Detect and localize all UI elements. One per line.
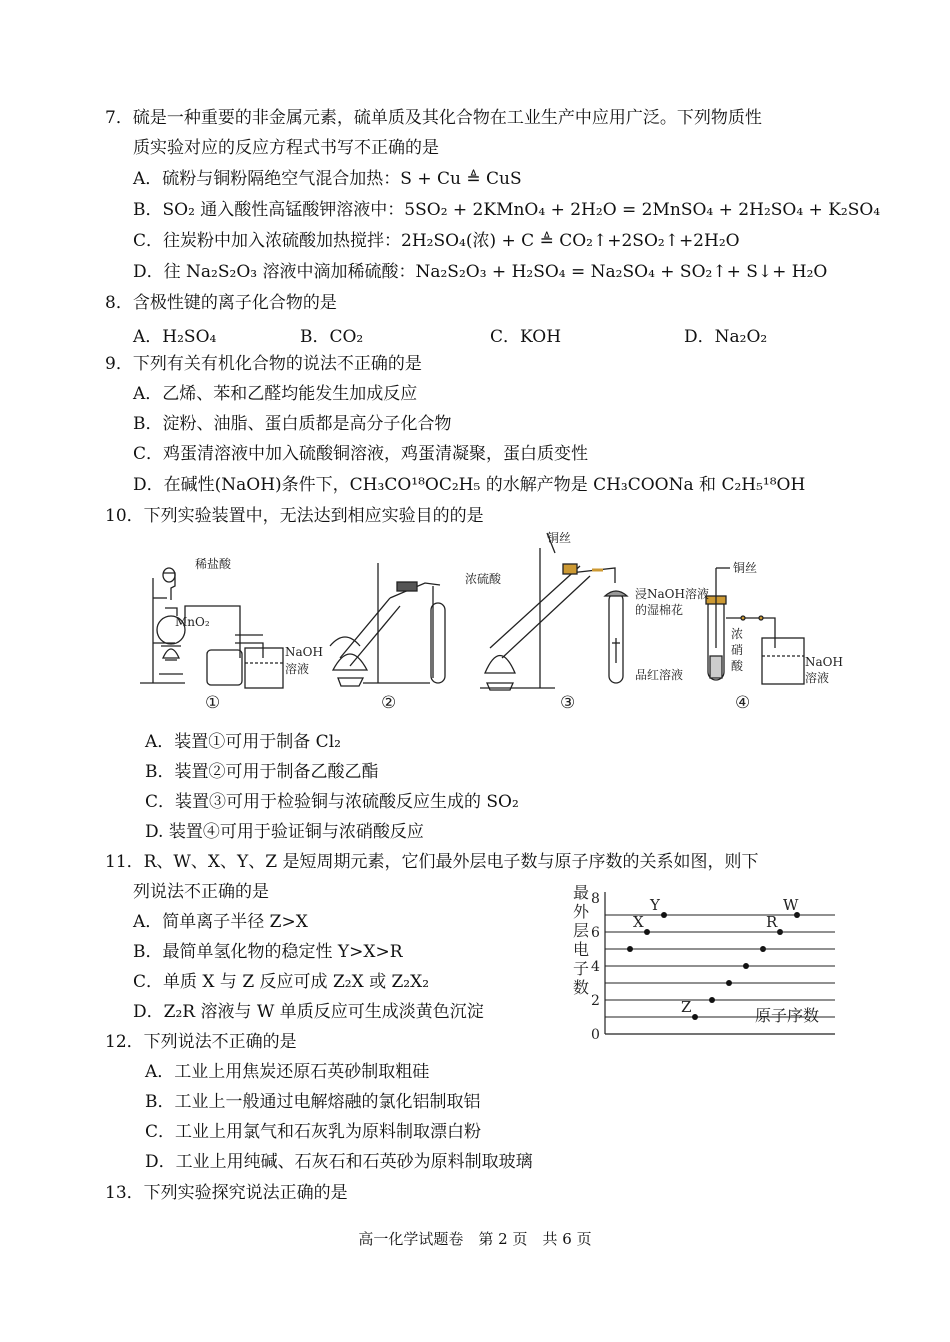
page-footer: 高一化学试题卷 第 2 页 共 6 页 xyxy=(358,1230,592,1248)
label-copper-wire-1: 铜丝 xyxy=(547,531,572,545)
q10-option-c: C．装置③可用于检验铜与浓硫酸反应生成的 SO₂ xyxy=(145,792,519,812)
q11-option-a: A．简单离子半径 Z>X xyxy=(133,912,308,932)
chart-ytick-label: 0 xyxy=(591,1027,600,1043)
label-mno2: MnO₂ xyxy=(175,615,210,629)
label-conc-hno3-1: 浓 xyxy=(731,627,744,641)
chart-ylabel-char: 子 xyxy=(573,959,590,978)
label-soaked-cotton-1: 浸NaOH溶液 xyxy=(635,587,709,601)
chart-point xyxy=(644,929,650,935)
q11-stem-line2: 列说法不正确的是 xyxy=(133,882,269,902)
q8-option-d: D．Na₂O₂ xyxy=(684,327,768,347)
q11-option-c: C．单质 X 与 Z 反应可成 Z₂X 或 Z₂X₂ xyxy=(133,972,430,992)
q7-stem-line1: 7．硫是一种重要的非金属元素，硫单质及其化合物在工业生产中应用广泛。下列物质性 xyxy=(105,108,762,128)
apparatus-figure xyxy=(135,528,855,718)
q8-option-c: C．KOH xyxy=(490,327,562,347)
q10-option-d: D. 装置④可用于验证铜与浓硝酸反应 xyxy=(145,822,424,842)
q8-stem: 8．含极性键的离子化合物的是 xyxy=(105,293,337,313)
q9-option-c: C．鸡蛋清溶液中加入硫酸铜溶液，鸡蛋清凝聚，蛋白质变性 xyxy=(133,444,589,464)
apparatus-4-drawing xyxy=(706,568,804,684)
chart-point xyxy=(661,912,667,918)
q7-option-c: C．往炭粉中加入浓硫酸加热搅拌：2H₂SO₄(浓) + C ≜ CO₂↑+2SO₂↑+2H₂O xyxy=(133,231,740,251)
chart-ytick-label: 6 xyxy=(591,925,600,941)
q7-option-a: A．硫粉与铜粉隔绝空气混合加热：S + Cu ≜ CuS xyxy=(133,169,522,189)
q10-option-b: B．装置②可用于制备乙酸乙酯 xyxy=(145,762,379,782)
label-naoh-2: NaOH xyxy=(805,655,843,669)
apparatus-number-2: ② xyxy=(381,693,397,713)
chart-ylabel-char: 外 xyxy=(573,902,590,921)
chart-ytick-label: 4 xyxy=(591,959,600,975)
q12-stem: 12．下列说法不正确的是 xyxy=(105,1032,297,1052)
label-dilute-hcl: 稀盐酸 xyxy=(195,557,232,571)
q7-option-d: D．往 Na₂S₂O₃ 溶液中滴加稀硫酸：Na₂S₂O₃ + H₂SO₄ = Na₂SO₄ + SO₂↑+ S↓+ H₂O xyxy=(133,262,828,282)
apparatus-1-drawing xyxy=(140,568,283,688)
q10-stem: 10．下列实验装置中，无法达到相应实验目的的是 xyxy=(105,506,484,526)
chart-point xyxy=(709,997,715,1003)
chart-point-label: W xyxy=(783,896,799,914)
chart-point-label: X xyxy=(633,913,644,931)
chart-ylabel xyxy=(573,883,590,997)
chart-ylabel-char: 数 xyxy=(573,978,590,997)
q9-stem: 9．下列有关有机化合物的说法不正确的是 xyxy=(105,354,422,374)
chart-ylabel-char: 最 xyxy=(573,883,590,902)
q9-option-a: A．乙烯、苯和乙醛均能发生加成反应 xyxy=(133,384,418,404)
label-pinhong: 品红溶液 xyxy=(635,668,684,682)
apparatus-2-drawing xyxy=(330,563,445,686)
chart-ylabel-char: 电 xyxy=(573,940,590,959)
chart-point xyxy=(726,980,732,986)
chart-point-label: Y xyxy=(650,896,660,914)
chart-point-label: Z xyxy=(681,998,692,1016)
q12-option-a: A．工业上用焦炭还原石英砂制取粗硅 xyxy=(145,1062,430,1082)
q7-option-b: B．SO₂ 通入酸性高锰酸钾溶液中：5SO₂ + 2KMnO₄ + 2H₂O = 2MnSO₄ + 2H₂SO₄ + K₂SO₄ xyxy=(133,200,881,220)
apparatus-number-1: ① xyxy=(205,693,221,713)
apparatus-number-3: ③ xyxy=(560,693,576,713)
chart-point xyxy=(743,963,749,969)
chart-ytick-label: 8 xyxy=(591,891,600,907)
electron-chart xyxy=(565,878,855,1043)
q8-option-b: B．CO₂ xyxy=(300,327,364,347)
label-conc-hno3-2: 硝 xyxy=(731,643,744,657)
chart-xlabel: 原子序数 xyxy=(755,1006,820,1025)
q11-option-b: B．最简单氢化物的稳定性 Y>X>R xyxy=(133,942,403,962)
q12-option-c: C．工业上用氯气和石灰乳为原料制取漂白粉 xyxy=(145,1122,482,1142)
q11-stem-line1: 11．R、W、X、Y、Z 是短周期元素，它们最外层电子数与原子序数的关系如图，则下 xyxy=(105,852,759,872)
chart-point-label: R xyxy=(766,913,778,931)
label-solution-2: 溶液 xyxy=(805,671,830,685)
q12-option-b: B．工业上一般通过电解熔融的氯化铝制取铝 xyxy=(145,1092,481,1112)
chart-ytick-label: 2 xyxy=(591,993,600,1009)
q13-stem: 13．下列实验探究说法正确的是 xyxy=(105,1183,348,1203)
apparatus-number-4: ④ xyxy=(735,693,751,713)
q8-option-a: A．H₂SO₄ xyxy=(133,327,217,347)
label-conc-h2so4: 浓硫酸 xyxy=(465,572,502,586)
label-soaked-cotton-2: 的湿棉花 xyxy=(635,603,684,617)
label-solution-1: 溶液 xyxy=(285,662,310,676)
label-naoh-1: NaOH xyxy=(285,645,323,659)
q9-option-d: D．在碱性(NaOH)条件下，CH₃CO¹⁸OC₂H₅ 的水解产物是 CH₃COONa 和 C₂H₅¹⁸OH xyxy=(133,475,806,495)
q11-option-d: D．Z₂R 溶液与 W 单质反应可生成淡黄色沉淀 xyxy=(133,1002,484,1022)
label-conc-hno3-3: 酸 xyxy=(731,659,744,673)
label-copper-wire-2: 铜丝 xyxy=(733,561,758,575)
apparatus-3-drawing xyxy=(480,533,627,690)
q12-option-d: D．工业上用纯碱、石灰石和石英砂为原料制取玻璃 xyxy=(145,1152,533,1172)
q7-stem-line2: 质实验对应的反应方程式书写不正确的是 xyxy=(133,138,439,158)
q9-option-b: B．淀粉、油脂、蛋白质都是高分子化合物 xyxy=(133,414,452,434)
q10-option-a: A．装置①可用于制备 Cl₂ xyxy=(145,732,341,752)
chart-point xyxy=(627,946,633,952)
chart-point xyxy=(692,1014,698,1020)
chart-ylabel-char: 层 xyxy=(573,921,590,940)
